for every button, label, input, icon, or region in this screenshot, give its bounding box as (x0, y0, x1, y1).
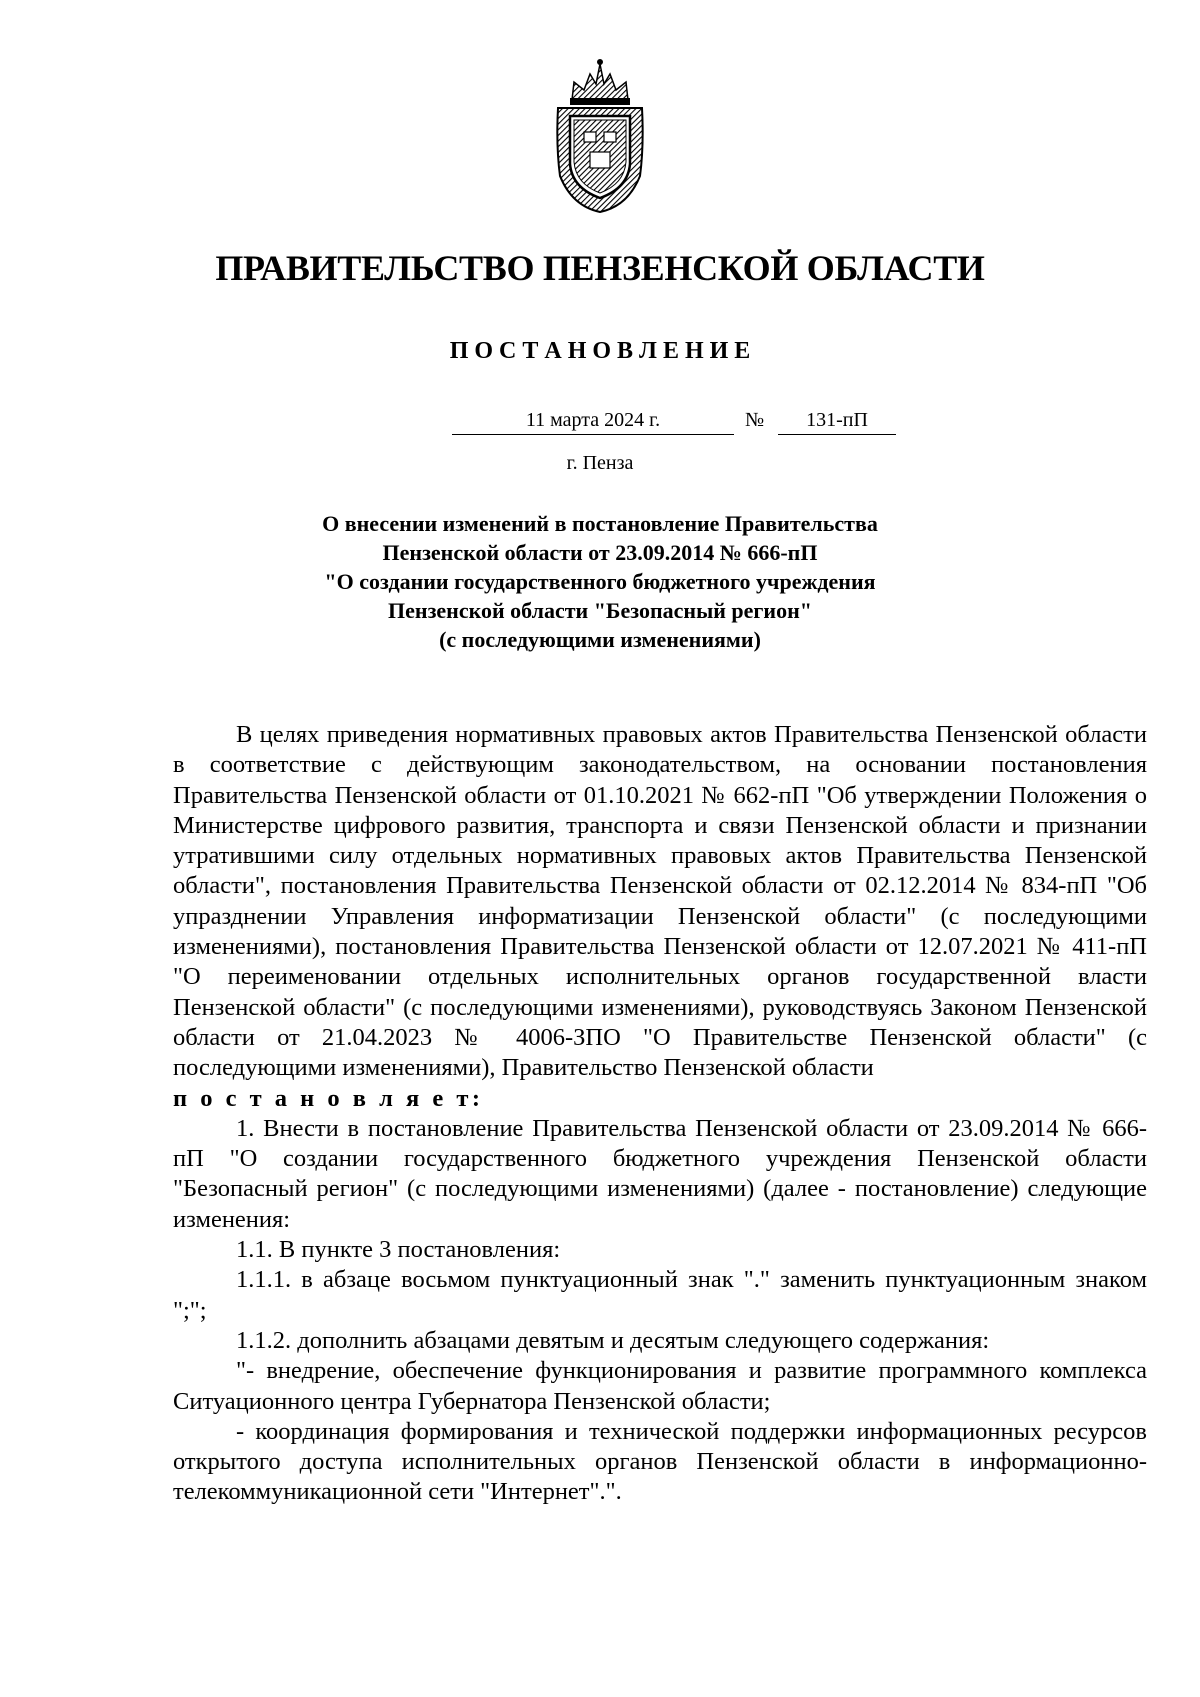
resolves-word: п о с т а н о в л я е т: (173, 1084, 484, 1112)
government-title: ПРАВИТЕЛЬСТВО ПЕНЗЕНСКОЙ ОБЛАСТИ (215, 248, 985, 288)
item-1-paragraph: 1. Внести в постановление Правительства Пензенской области от 23.09.2014 № 666-пП "О создании государственного бюджетного учреждения Пензенской области "Безопасный регион" (с последующими изменениями) (далее - постановление) следующие изменения: (173, 1114, 1147, 1233)
item-1-1-1-paragraph: 1.1.1. в абзаце восьмом пунктуационный знак "." заменить пунктуационным знаком ";"; (173, 1266, 1147, 1324)
document-date: 11 марта 2024 г. (452, 407, 734, 435)
subject-line: Пензенской области от 23.09.2014 № 666-пП (382, 540, 818, 565)
number-label: № (745, 409, 765, 431)
date-number-row (0, 407, 1200, 437)
quote-paragraph-1: "- внедрение, обеспечение функционирования и развитие программного комплекса Ситуационного центра Губернатора Пензенской области; (173, 1357, 1147, 1415)
subject-line: Пензенской области "Безопасный регион" (388, 598, 812, 623)
document-subject (0, 509, 1200, 654)
item-1-1-paragraph: 1.1. В пункте 3 постановления: (236, 1236, 561, 1264)
subject-line: (с последующими изменениями) (439, 627, 761, 652)
document-city: г. Пенза (566, 452, 634, 474)
document-type: П О С Т А Н О В Л Е Н И Е (449, 338, 751, 364)
item-1-1-2-paragraph: 1.1.2. дополнить абзацами девятым и десятым следующего содержания: (236, 1326, 990, 1354)
quote-paragraph-2: - координация формирования и технической поддержки информационных ресурсов открытого доступа исполнительных органов Пензенской области в информационно-телекоммуникационной сети "Интернет".". (173, 1417, 1147, 1506)
subject-line: О внесении изменений в постановление Правительства (322, 511, 878, 536)
subject-line: "О создании государственного бюджетного учреждения (324, 569, 876, 594)
preamble-paragraph: В целях приведения нормативных правовых актов Правительства Пензенской области в соответствие с действующим законодательством, на основании постановления Правительства Пензенской области от 01.10.2021 № 662-пП "Об утверждении Положения о Министерстве цифрового развития, транспорта и связи Пензенской области и признании утратившими силу отдельных нормативных правовых актов Правительства Пензенской области", постановления Правительства Пензенской области от 02.12.2014 № 834-пП "Об упразднении Управления информатизации Пензенской области" (с последующими изменениями), постановления Правительства Пензенской области от 12.07.2021 № 411-пП "О переименовании отдельных исполнительных органов государственной власти Пензенской области" (с последующими изменениями), руководствуясь Законом Пензенской области от 21.04.2023 № 4006-ЗПО "О Правительстве Пензенской области" (с последующими изменениями), Правительство Пензенской области (173, 721, 1147, 1082)
document-number: 131-пП (778, 407, 896, 435)
coat-of-arms-icon (552, 56, 648, 214)
document-body (173, 720, 1147, 1508)
